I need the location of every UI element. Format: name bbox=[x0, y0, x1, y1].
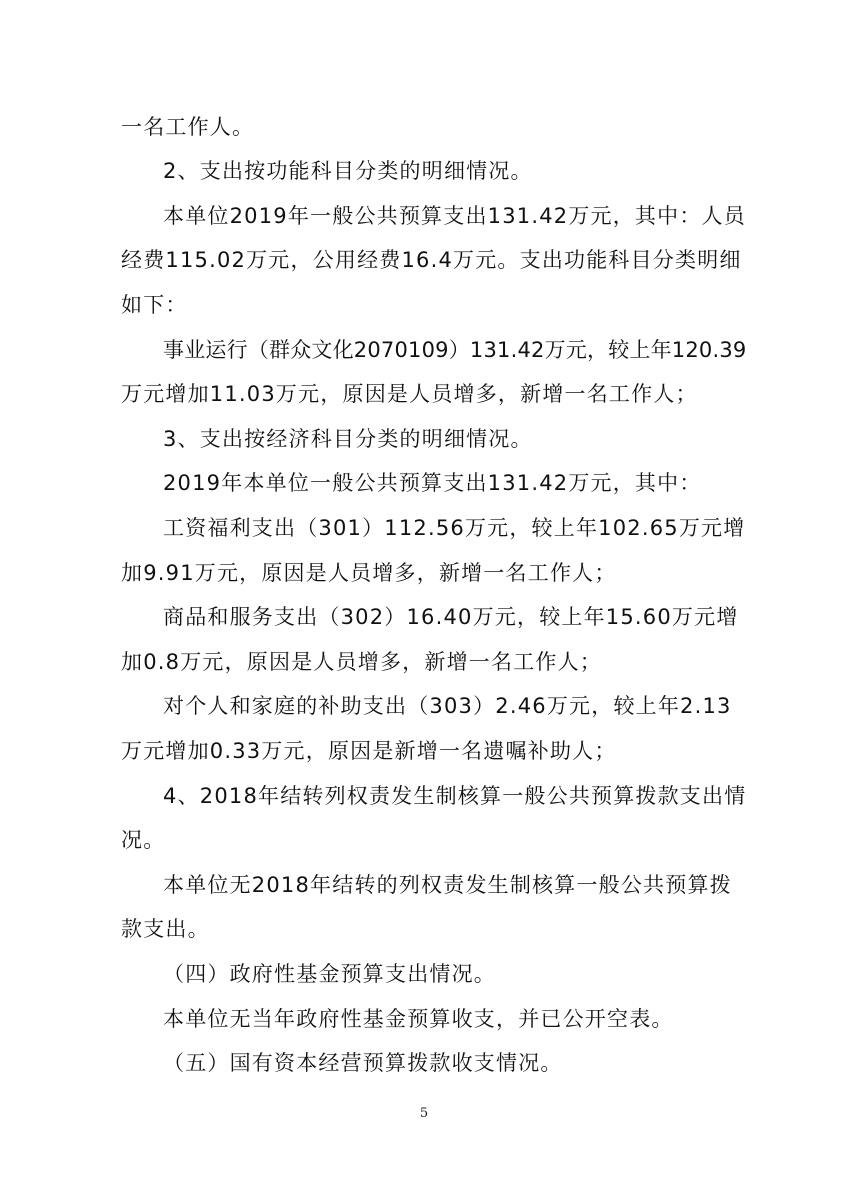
text-line: 2、支出按功能科目分类的明细情况。 bbox=[163, 159, 533, 183]
text-line: 事业运行（群众文化2070109）131.42万元，较上年120.39 bbox=[163, 338, 747, 362]
text-line: 如下： bbox=[121, 293, 188, 317]
text-line: 对个人和家庭的补助支出（303）2.46万元，较上年2.13 bbox=[163, 694, 732, 718]
text-line: 4、2018年结转列权责发生制核算一般公共预算拨款支出情 bbox=[163, 784, 747, 808]
text-line: 本单位2019年一般公共预算支出131.42万元，其中：人员 bbox=[163, 204, 746, 228]
text-line: 3、支出按经济科目分类的明细情况。 bbox=[163, 427, 533, 451]
text-line: （四）政府性基金预算支出情况。 bbox=[163, 962, 496, 986]
text-line: 经费115.02万元，公用经费16.4万元。支出功能科目分类明细 bbox=[121, 248, 742, 272]
text-line: 商品和服务支出（302）16.40万元，较上年15.60万元增 bbox=[163, 605, 739, 629]
text-line: 一名工作人。 bbox=[121, 115, 255, 139]
text-line: 况。 bbox=[121, 828, 166, 852]
text-line: 万元增加0.33万元，原因是新增一名遗嘱补助人； bbox=[121, 739, 617, 763]
text-line: 本单位无2018年结转的列权责发生制核算一般公共预算拨 bbox=[163, 873, 732, 897]
text-line: 加0.8万元，原因是人员增多，新增一名工作人； bbox=[121, 650, 602, 674]
page-number: 5 bbox=[419, 1106, 429, 1121]
text-line: 加9.91万元，原因是人员增多，新增一名工作人； bbox=[121, 561, 617, 585]
text-line: 本单位无当年政府性基金预算收支，并已公开空表。 bbox=[163, 1007, 674, 1031]
text-line: 工资福利支出（301）112.56万元，较上年102.65万元增 bbox=[163, 516, 746, 540]
text-line: 万元增加11.03万元，原因是人员增多，新增一名工作人； bbox=[121, 382, 698, 406]
text-line: 2019年本单位一般公共预算支出131.42万元，其中： bbox=[163, 471, 702, 495]
text-line: （五）国有资本经营预算拨款收支情况。 bbox=[163, 1051, 563, 1075]
text-line: 款支出。 bbox=[121, 917, 210, 941]
